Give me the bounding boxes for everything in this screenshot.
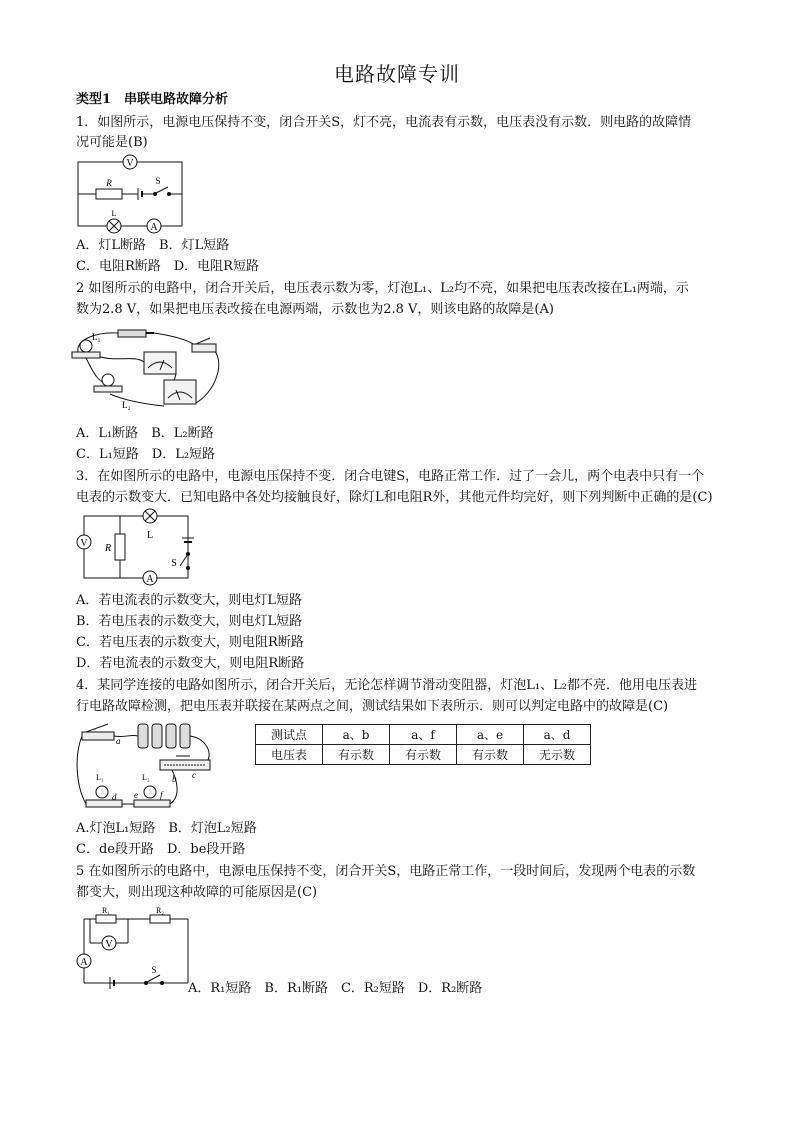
table-cell: 无示数 — [524, 745, 591, 765]
table-cell: 有示数 — [390, 745, 457, 765]
table-header-cell: a、d — [524, 725, 591, 745]
table-header-cell: 测试点 — [256, 725, 323, 745]
q2-text-line2: 数为2.8 V，如果把电压表改接在电源两端，示数也为2.8 V，则该电路的故障是(A) — [76, 302, 554, 317]
q4-point-a: a — [116, 736, 121, 746]
table-header-cell: a、b — [323, 725, 390, 745]
q3-text-line2: 电表的示数变大．已知电路中各处均接触良好，除灯L和电阻R外，其他元件均完好，则下列判断中正确的是(C) — [76, 490, 713, 505]
q4-text-line2: 行电路故障检测，把电压表并联接在某两点之间，测试结果如下表所示．则可以判定电路中的故障是(C) — [76, 699, 669, 714]
q1-voltmeter-label: V — [126, 158, 134, 169]
q4-test-results-table — [255, 724, 591, 765]
q4-circuit-photo-diagram — [72, 716, 222, 812]
q5-r1-label: R₁ — [101, 906, 111, 915]
q3-ammeter-label: A — [146, 574, 154, 585]
q5-text-line1: 5 在如图所示的电路中，电源电压保持不变，闭合开关S，电路正常工作，一段时间后，发现两个电表的示数 — [76, 864, 696, 879]
section-heading: 类型1 串联电路故障分析 — [76, 92, 229, 107]
q3-switch-label: S — [171, 558, 177, 569]
q1-resistor-label: R — [106, 178, 112, 188]
page-title: 电路故障专训 — [334, 62, 460, 86]
q4-point-b: b — [172, 774, 177, 784]
q5-ammeter-label: A — [80, 957, 88, 968]
q4-options-ab: A.灯泡L₁短路 B．灯泡L₂短路 — [76, 821, 257, 836]
table-cell: 有示数 — [323, 745, 390, 765]
table-cell: 有示数 — [457, 745, 524, 765]
table-cell: 电压表 — [256, 745, 323, 765]
q3-option-c: C．若电压表的示数变大，则电阻R断路 — [76, 635, 304, 650]
q5-text-line2: 都变大，则出现这种故障的可能原因是(C) — [76, 885, 318, 900]
q1-lamp-label: L — [111, 209, 117, 218]
q3-option-b: B．若电压表的示数变大，则电灯L短路 — [76, 614, 303, 629]
table-header-cell: a、e — [457, 725, 524, 745]
q4-options-cd: C．de段开路 D．be段开路 — [76, 842, 246, 857]
q4-point-c: c — [192, 770, 196, 780]
q1-circuit-diagram — [72, 152, 188, 234]
q3-lamp-label: L — [146, 530, 154, 541]
q5-r2-label: R₂ — [155, 906, 165, 915]
q1-ammeter-label: A — [150, 222, 158, 233]
q4-point-d: d — [112, 792, 117, 802]
q1-switch-label: S — [155, 176, 161, 186]
q2-text-line1: 2 如图所示的电路中，闭合开关后，电压表示数为零，灯泡L₁、L₂均不亮，如果把电压表改接在L₁两端，示 — [76, 281, 689, 296]
q2-lamp1-label: L₁ — [92, 332, 101, 342]
q1-options-ab: A．灯L断路 B．灯L短路 — [76, 238, 230, 253]
q2-options-ab: A．L₁断路 B．L₂断路 — [76, 426, 214, 441]
q2-circuit-photo-diagram — [64, 324, 226, 414]
q5-switch-label: S — [151, 965, 157, 975]
q4-point-e: e — [134, 790, 138, 800]
q3-text-line1: 3．在如图所示的电路中，电源电压保持不变．闭合电键S，电路正常工作．过了一会儿，两个电表中只有一个 — [76, 469, 705, 484]
q5-voltmeter-label: V — [105, 939, 113, 950]
q3-resistor-label: R — [104, 543, 112, 554]
q4-point-f: f — [160, 790, 163, 800]
q3-option-a: A．若电流表的示数变大，则电灯L短路 — [76, 593, 303, 608]
q4-text-line1: 4．某同学连接的电路如图所示，闭合开关后，无论怎样调节滑动变阻器，灯泡L₁、L₂都不亮．他用电压表进 — [76, 678, 697, 693]
table-header-cell: a、f — [390, 725, 457, 745]
q4-lamp2-label: L₂ — [142, 773, 150, 782]
q1-options-cd: C．电阻R断路 D．电阻R短路 — [76, 259, 259, 274]
q3-option-d: D．若电流表的示数变大，则电阻R断路 — [76, 656, 305, 671]
q5-circuit-diagram — [72, 905, 192, 989]
q3-circuit-diagram — [74, 508, 196, 588]
table-row — [256, 745, 591, 765]
q2-options-cd: C．L₁短路 D．L₂短路 — [76, 447, 216, 462]
table-header-row — [256, 725, 591, 745]
q4-lamp1-label: L₁ — [96, 773, 104, 782]
q1-text-line2: 况可能是(B) — [76, 135, 148, 150]
q1-text-line1: 1．如图所示，电源电压保持不变，闭合开关S，灯不亮，电流表有示数，电压表没有示数．则电路的故障情 — [76, 115, 692, 130]
q2-lamp2-label: L₂ — [122, 400, 131, 410]
q3-voltmeter-label: V — [80, 538, 88, 549]
q5-options: A．R₁短路 B．R₁断路 C．R₂短路 D．R₂断路 — [188, 981, 483, 996]
